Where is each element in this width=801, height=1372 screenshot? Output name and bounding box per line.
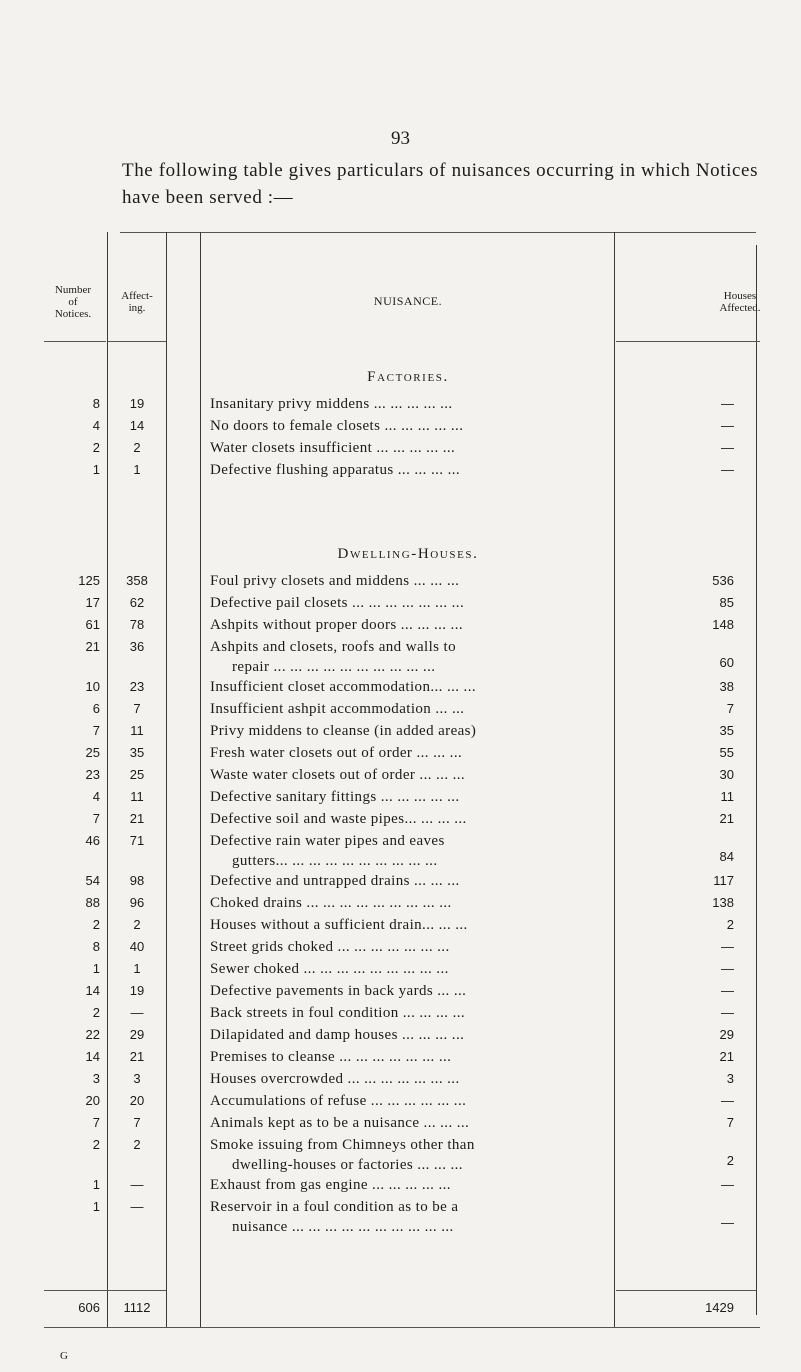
cell-nuisance: Insufficient ashpit accommodation ... ... (210, 701, 465, 717)
cell-houses: — (721, 983, 734, 998)
cell-nuisance: Animals kept as to be a nuisance ... ... ... (210, 1115, 470, 1131)
cell-affecting: 23 (129, 679, 145, 694)
column-divider (200, 232, 201, 1327)
cell-nuisance: Exhaust from gas engine ... ... ... ... ... (210, 1177, 451, 1193)
cell-houses: 38 (719, 679, 734, 694)
cell-notices: 2 (92, 917, 100, 932)
column-divider (756, 245, 757, 1315)
cell-houses: 55 (719, 745, 734, 760)
header-notices (40, 284, 106, 320)
header-rule (108, 341, 166, 342)
cell-notices: 21 (85, 639, 100, 654)
cell-nuisance: Defective sanitary fittings ... ... ... ... ... (210, 789, 460, 805)
cell-houses: 29 (719, 1027, 734, 1042)
cell-affecting: — (130, 1005, 144, 1020)
cell-houses: 60 (719, 655, 734, 670)
cell-nuisance: Defective soil and waste pipes... ... ... ... (210, 811, 467, 827)
header-notices-line: Notices. (54, 308, 92, 320)
cell-nuisance: Defective flushing apparatus ... ... ... ... (210, 462, 461, 478)
cell-affecting: 19 (129, 983, 145, 998)
cell-notices: 8 (92, 939, 100, 954)
header-affecting-line: ing. (128, 302, 146, 314)
header-rule (44, 341, 106, 342)
cell-nuisance: Defective pail closets ... ... ... ... ... ... ... (210, 595, 465, 611)
cell-notices: 14 (85, 1049, 100, 1064)
cell-notices: 61 (85, 617, 100, 632)
cell-affecting: 62 (129, 595, 145, 610)
table-top-rule (120, 232, 756, 233)
cell-notices: 125 (78, 573, 100, 588)
cell-affecting: 7 (133, 701, 141, 716)
cell-notices: 1 (92, 462, 100, 477)
cell-houses: 84 (719, 849, 734, 864)
cell-houses: 536 (712, 573, 734, 588)
cell-houses: 21 (719, 1049, 734, 1064)
cell-affecting: 19 (129, 396, 145, 411)
cell-affecting: 2 (133, 1137, 141, 1152)
cell-houses: 85 (719, 595, 734, 610)
cell-houses: — (721, 418, 734, 433)
cell-houses: 30 (719, 767, 734, 782)
cell-nuisance: Water closets insufficient ... ... ... ... ... (210, 440, 456, 456)
table-bottom-rule (44, 1327, 760, 1328)
cell-notices: 46 (85, 833, 100, 848)
cell-houses: 148 (712, 617, 734, 632)
cell-notices: 10 (85, 679, 100, 694)
cell-houses: 11 (720, 789, 734, 804)
cell-nuisance: Defective rain water pipes and eaves (210, 833, 445, 849)
header-affecting-line: Affect- (121, 290, 153, 302)
header-houses (680, 290, 800, 314)
cell-affecting: 25 (129, 767, 145, 782)
cell-houses: — (721, 961, 734, 976)
cell-nuisance: Reservoir in a foul condition as to be a (210, 1199, 459, 1215)
header-notices-line: of (68, 296, 78, 308)
cell-affecting: 96 (129, 895, 145, 910)
cell-houses: — (721, 1215, 734, 1230)
cell-nuisance: Ashpits without proper doors ... ... ... ... (210, 617, 464, 633)
cell-affecting: — (130, 1199, 144, 1214)
cell-houses: — (721, 396, 734, 411)
cell-notices: 7 (92, 1115, 100, 1130)
cell-affecting: 29 (129, 1027, 145, 1042)
cell-notices: 7 (92, 723, 100, 738)
cell-houses: 138 (712, 895, 734, 910)
cell-nuisance: Houses overcrowded ... ... ... ... ... ... ... (210, 1071, 460, 1087)
cell-affecting: 1 (133, 961, 141, 976)
section-title: Factories. (367, 369, 449, 385)
cell-nuisance: nuisance ... ... ... ... ... ... ... ... ... ... (232, 1219, 454, 1235)
cell-affecting: 21 (129, 1049, 145, 1064)
cell-affecting: 98 (129, 873, 145, 888)
cell-nuisance: Defective pavements in back yards ... ... (210, 983, 467, 999)
cell-affecting: 40 (129, 939, 145, 954)
total-houses: 1429 (705, 1300, 734, 1315)
cell-nuisance: Insufficient closet accommodation... ... ... (210, 679, 477, 695)
cell-houses: — (721, 1093, 734, 1108)
cell-nuisance: repair ... ... ... ... ... ... ... ... ... ... (232, 659, 436, 675)
cell-affecting: 358 (126, 573, 148, 588)
cell-houses: 3 (726, 1071, 734, 1086)
cell-nuisance: Accumulations of refuse ... ... ... ... ... ... (210, 1093, 467, 1109)
cell-notices: 1 (92, 1199, 100, 1214)
cell-houses: — (721, 1005, 734, 1020)
cell-affecting: 11 (130, 789, 144, 804)
cell-nuisance: Street grids choked ... ... ... ... ... ... ... (210, 939, 450, 955)
cell-notices: 8 (92, 396, 100, 411)
cell-notices: 2 (92, 440, 100, 455)
header-nuisance: NUISANCE. (373, 294, 443, 308)
cell-notices: 1 (92, 961, 100, 976)
cell-notices: 23 (85, 767, 100, 782)
cell-affecting: 36 (129, 639, 145, 654)
signature-mark: G (60, 1350, 68, 1362)
cell-nuisance: Privy middens to cleanse (in added areas) (210, 723, 477, 739)
cell-affecting: 20 (129, 1093, 145, 1108)
cell-houses: 2 (726, 917, 734, 932)
cell-houses: — (721, 1177, 734, 1192)
cell-nuisance: Premises to cleanse ... ... ... ... ... ... ... (210, 1049, 452, 1065)
header-rule (616, 341, 760, 342)
cell-notices: 6 (92, 701, 100, 716)
cell-notices: 4 (92, 418, 100, 433)
total-notices: 606 (78, 1300, 100, 1315)
cell-notices: 25 (85, 745, 100, 760)
cell-nuisance: Sewer choked ... ... ... ... ... ... ... ... ... (210, 961, 449, 977)
cell-affecting: 2 (133, 917, 141, 932)
cell-houses: 7 (726, 701, 734, 716)
cell-affecting: 11 (130, 723, 144, 738)
cell-houses: 2 (726, 1153, 734, 1168)
header-houses-line: Affected. (719, 302, 761, 314)
column-divider (166, 232, 167, 1327)
cell-nuisance: Back streets in foul condition ... ... ... ... (210, 1005, 466, 1021)
total-affecting: 1112 (123, 1300, 151, 1315)
cell-nuisance: Dilapidated and damp houses ... ... ... ... (210, 1027, 465, 1043)
cell-nuisance: gutters... ... ... ... ... ... ... ... ... ... (232, 853, 438, 869)
cell-nuisance: Fresh water closets out of order ... ... ... (210, 745, 463, 761)
cell-notices: 2 (92, 1137, 100, 1152)
cell-houses: — (721, 440, 734, 455)
cell-notices: 7 (92, 811, 100, 826)
cell-nuisance: Ashpits and closets, roofs and walls to (210, 639, 456, 655)
cell-nuisance: Smoke issuing from Chimneys other than (210, 1137, 475, 1153)
page-number: 93 (391, 128, 410, 149)
header-affecting (108, 290, 166, 314)
cell-affecting: — (130, 1177, 144, 1192)
column-divider (614, 232, 615, 1327)
total-rule (44, 1290, 166, 1291)
cell-nuisance: Insanitary privy middens ... ... ... ... ... (210, 396, 453, 412)
cell-houses: 117 (713, 873, 734, 888)
cell-houses: 35 (719, 723, 734, 738)
cell-nuisance: Choked drains ... ... ... ... ... ... ... ... ... (210, 895, 452, 911)
cell-nuisance: No doors to female closets ... ... ... ... ... (210, 418, 464, 434)
cell-nuisance: dwelling-houses or factories ... ... ... (232, 1157, 463, 1173)
header-houses-line: Houses (723, 290, 757, 302)
cell-affecting: 78 (129, 617, 145, 632)
cell-houses: — (721, 462, 734, 477)
cell-affecting: 2 (133, 440, 141, 455)
total-rule (616, 1290, 756, 1291)
cell-notices: 17 (85, 595, 100, 610)
cell-nuisance: Waste water closets out of order ... ... ... (210, 767, 466, 783)
cell-affecting: 3 (133, 1071, 141, 1086)
cell-affecting: 71 (129, 833, 145, 848)
cell-affecting: 35 (129, 745, 145, 760)
cell-notices: 1 (92, 1177, 100, 1192)
cell-affecting: 14 (129, 418, 145, 433)
cell-nuisance: Houses without a sufficient drain... ... ... (210, 917, 468, 933)
header-notices-line: Number (54, 284, 92, 296)
cell-affecting: 7 (133, 1115, 141, 1130)
intro-text: The following table gives particulars of nuisances occurring in which Notices have been served :— (122, 160, 759, 208)
cell-houses: 21 (719, 811, 734, 826)
cell-notices: 4 (92, 789, 100, 804)
section-title: Dwelling-Houses. (337, 546, 479, 562)
cell-notices: 22 (85, 1027, 100, 1042)
cell-houses: — (721, 939, 734, 954)
cell-nuisance: Foul privy closets and middens ... ... ... (210, 573, 460, 589)
cell-affecting: 21 (129, 811, 145, 826)
cell-houses: 7 (726, 1115, 734, 1130)
cell-notices: 14 (85, 983, 100, 998)
cell-notices: 3 (92, 1071, 100, 1086)
cell-notices: 2 (92, 1005, 100, 1020)
cell-notices: 20 (85, 1093, 100, 1108)
cell-affecting: 1 (133, 462, 141, 477)
cell-notices: 88 (85, 895, 100, 910)
cell-notices: 54 (85, 873, 100, 888)
cell-nuisance: Defective and untrapped drains ... ... ... (210, 873, 460, 889)
